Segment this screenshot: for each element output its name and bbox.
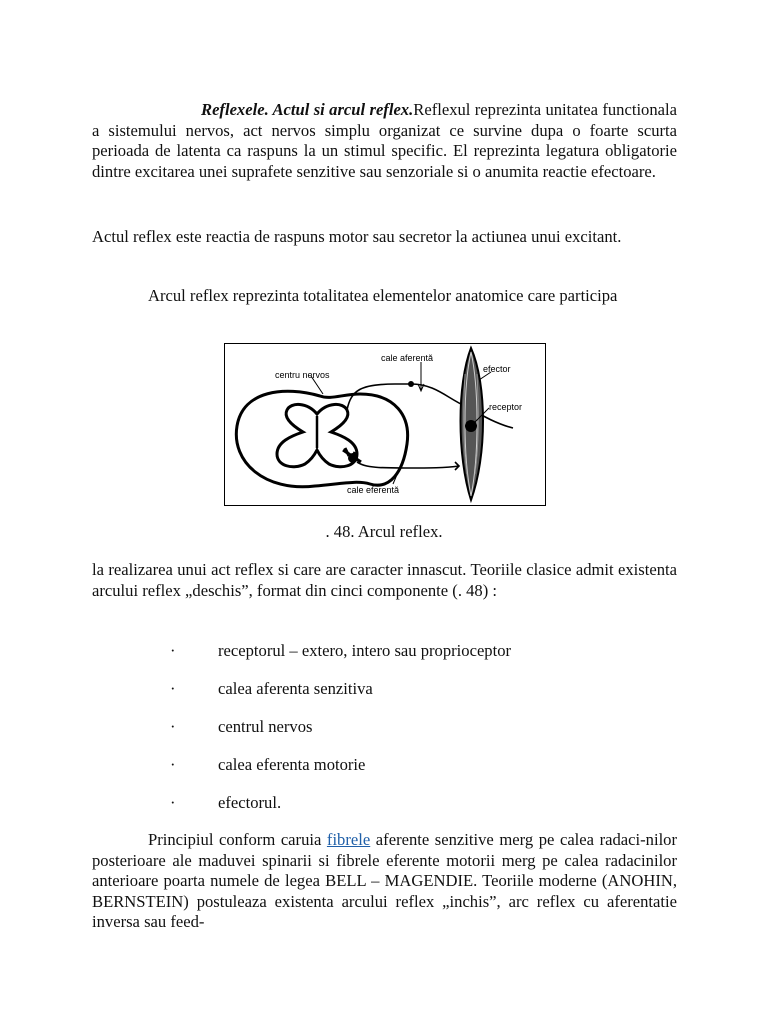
label-centru-nervos: centru nervos: [275, 370, 330, 380]
list-item: [170, 793, 281, 813]
bullet-symbol: ·: [170, 679, 176, 698]
list-item: [170, 755, 365, 775]
bullet-symbol: ·: [170, 793, 176, 812]
label-cale-eferenta: cale eferentă: [347, 485, 400, 495]
label-receptor: receptor: [489, 402, 523, 412]
reflex-arc-figure: [224, 343, 546, 506]
list-item-text: receptorul – extero, intero sau proprioceptor: [218, 641, 512, 660]
label-efector: efector: [483, 364, 511, 374]
principiu-text-rest: aferente senzitive merg pe calea radaci-nilor posterioare ale maduvei spinarii si fibrele eferente motorii merg pe calea radacinilor anterioare poarta numele de legea BELL – MAGENDIE. Teoriile moderne (ANOHIN, BERNSTEIN) postuleaza existenta arcului reflex „inchis”, arc reflex cu aferentatie inversa sau feed-: [92, 830, 677, 931]
paragraph-arcul-reflex: Arcul reflex reprezinta totalitatea elementelor anatomice care participa: [148, 286, 618, 305]
list-item: [170, 641, 511, 661]
list-item-text: centrul nervos: [218, 717, 313, 736]
list-item: [170, 679, 373, 699]
list-item-text: calea aferenta senzitiva: [218, 679, 373, 698]
reflex-arc-diagram: [225, 344, 545, 505]
paragraph-continuare: la realizarea unui act reflex si care are caracter innascut. Teoriile clasice admit existenta arcului reflex „deschis”, format din cinci componente (. 48) :: [92, 560, 677, 600]
bullet-symbol: ·: [170, 755, 176, 774]
bullet-symbol: ·: [170, 641, 176, 660]
paragraph-principiu: [92, 830, 677, 933]
principiu-text-start: Principiul conform caruia: [148, 830, 327, 849]
list-item-text: calea eferenta motorie: [218, 755, 366, 774]
paragraph-actul-reflex: Actul reflex este reactia de raspuns motor sau secretor la actiunea unui excitant.: [92, 227, 622, 246]
section-title: Reflexele. Actul si arcul reflex.: [201, 100, 414, 119]
list-item-text: efectorul.: [218, 793, 282, 812]
intro-paragraph: [92, 100, 677, 182]
efferent-path: [357, 462, 459, 468]
fibrele-link[interactable]: fibrele: [326, 830, 371, 849]
intro-body: Reflexul reprezinta unitatea functionala a sistemului nervos, act nervos simplu organizat ce survine dupa o foarte scurta perioada de latenta ca raspuns la un stimul specific. El reprezinta legatura obligatorie dintre excitarea unei suprafete senzitive sau senzoriale si o anumita reactie efectoare.: [92, 100, 677, 181]
bullet-symbol: ·: [170, 717, 176, 736]
label-cale-aferenta: cale aferentă: [381, 353, 434, 363]
figure-caption: . 48. Arcul reflex.: [325, 522, 443, 541]
list-item: [170, 717, 312, 737]
spinal-cord-outline: [236, 391, 407, 487]
